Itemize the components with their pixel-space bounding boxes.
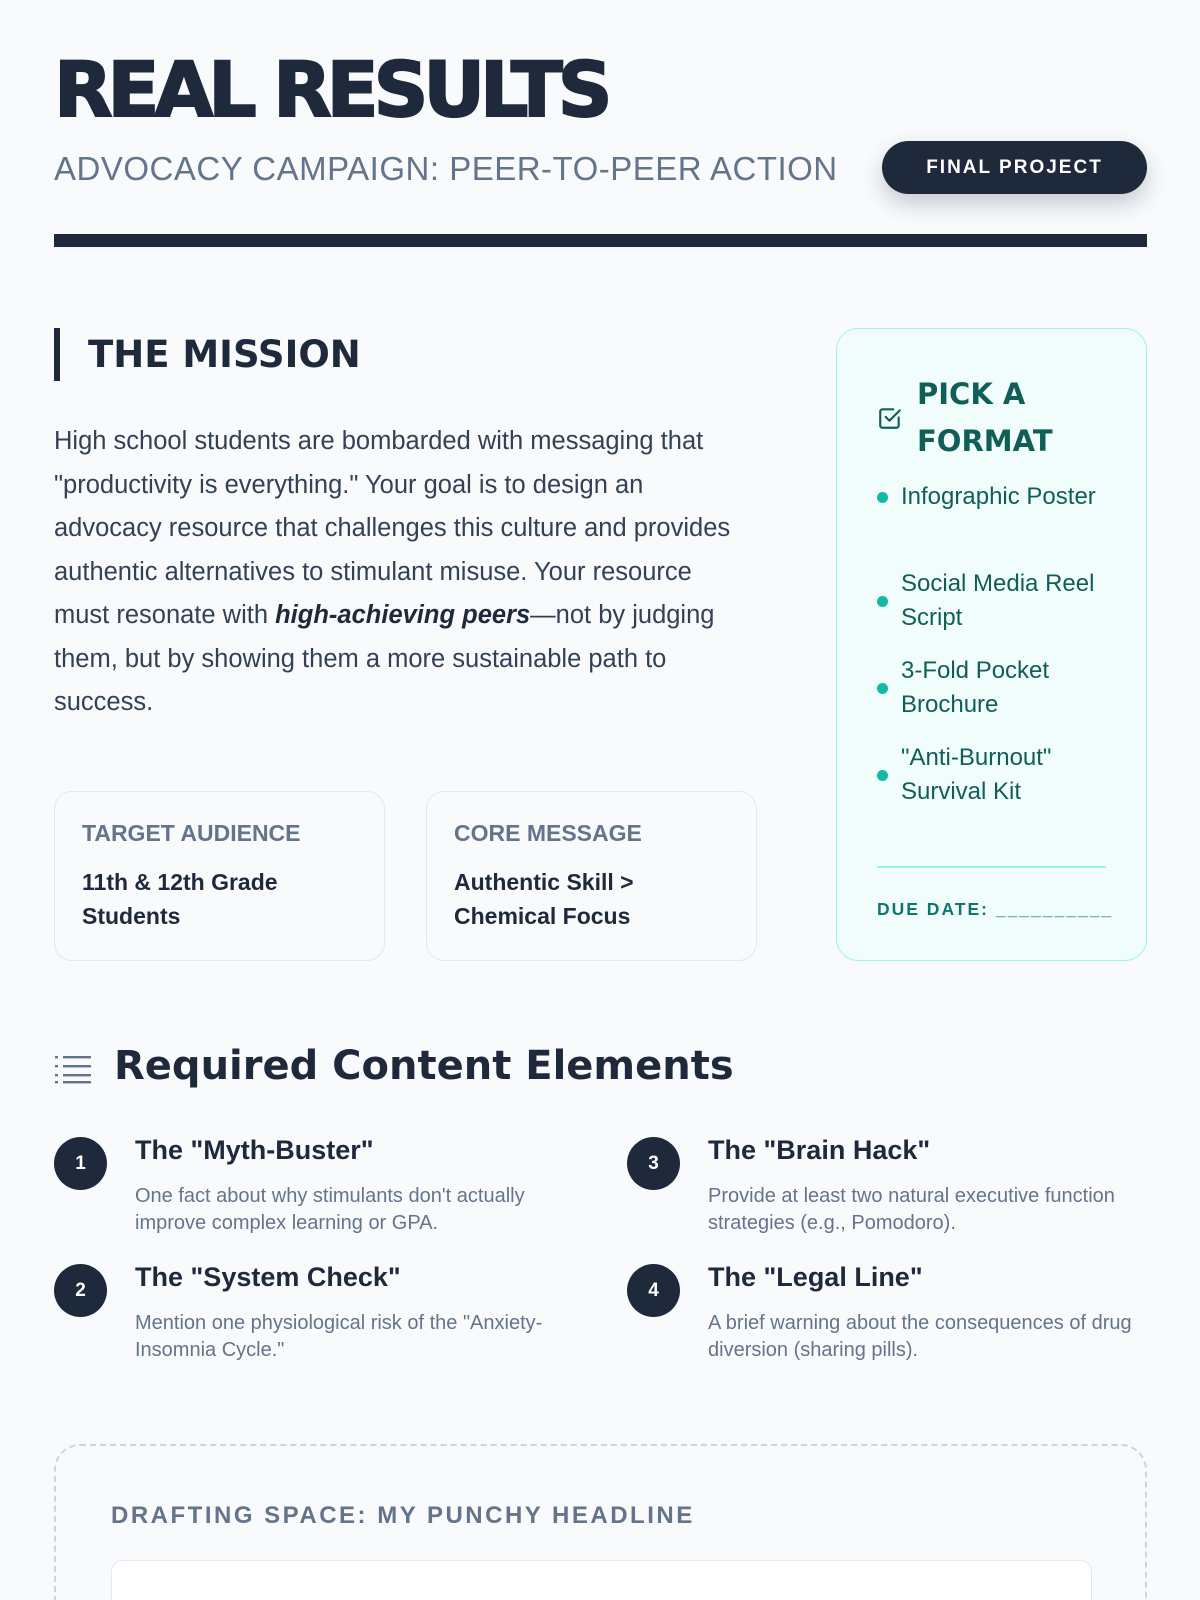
- step-number: 1: [54, 1137, 107, 1190]
- format-option[interactable]: [877, 741, 1117, 809]
- required-heading: Required Content Elements: [114, 1043, 734, 1089]
- step-number: 4: [627, 1264, 680, 1317]
- bullet-dot: [877, 683, 888, 694]
- format-option[interactable]: [877, 567, 1117, 635]
- drafting-space: [54, 1444, 1147, 1600]
- format-option[interactable]: [877, 480, 1117, 514]
- target-audience-card: [54, 791, 385, 961]
- headline-input[interactable]: [111, 1560, 1092, 1600]
- mission-emphasis: high-achieving peers: [275, 601, 531, 629]
- list-icon: [55, 1054, 91, 1084]
- required-item-title: The "Myth-Buster": [135, 1135, 374, 1165]
- bullet-dot: [877, 770, 888, 781]
- page-title: REAL RESULTS: [54, 45, 608, 134]
- step-number: 3: [627, 1137, 680, 1190]
- bullet-dot: [877, 492, 888, 503]
- required-item-desc: Mention one physiological risk of the "Anxiety-Insomnia Cycle.": [135, 1312, 543, 1361]
- mission-text: [54, 420, 754, 725]
- format-option-label: Infographic Poster: [901, 483, 1096, 510]
- target-audience-label: TARGET AUDIENCE: [82, 820, 301, 846]
- target-audience-value: 11th & 12th Grade Students: [82, 869, 278, 929]
- core-message-value: Authentic Skill > Chemical Focus: [454, 869, 634, 929]
- required-item-desc: One fact about why stimulants don't actually improve complex learning or GPA.: [135, 1185, 525, 1234]
- mission-text-part-1: High school students are bombarded with messaging that "productivity is everything." Your goal is to design an advocacy resource that challenges this culture and provides authentic alternatives to stimulant misuse. Your resource must resonate with: [54, 427, 731, 629]
- format-option-label: Social Media Reel Script: [901, 570, 1095, 631]
- mission-heading: THE MISSION: [54, 328, 361, 381]
- format-heading: PICK A FORMAT: [917, 377, 1053, 458]
- format-option-label: 3-Fold Pocket Brochure: [901, 657, 1050, 718]
- format-panel: [836, 328, 1147, 961]
- final-project-badge: FINAL PROJECT: [882, 141, 1147, 194]
- core-message-label: CORE MESSAGE: [454, 820, 642, 846]
- required-item-title: The "Legal Line": [708, 1262, 923, 1292]
- core-message-card: [426, 791, 757, 961]
- due-date: DUE DATE: __________: [877, 899, 1114, 919]
- format-option-label: "Anti-Burnout" Survival Kit: [901, 744, 1052, 805]
- page-subtitle: ADVOCACY CAMPAIGN: PEER-TO-PEER ACTION: [54, 150, 838, 187]
- drafting-label: DRAFTING SPACE: MY PUNCHY HEADLINE: [111, 1502, 695, 1529]
- checkbox-icon: [877, 405, 903, 431]
- header-divider: [54, 234, 1147, 247]
- mission-text-part-2: —not by judging them, but by showing them a more sustainable path to success.: [54, 601, 715, 716]
- required-item-desc: Provide at least two natural executive function strategies (e.g., Pomodoro).: [708, 1185, 1115, 1234]
- step-number: 2: [54, 1264, 107, 1317]
- required-item-desc: A brief warning about the consequences of drug diversion (sharing pills).: [708, 1312, 1132, 1361]
- page: [54, 0, 1147, 1600]
- required-item-title: The "Brain Hack": [708, 1135, 931, 1165]
- format-divider: [877, 866, 1106, 868]
- format-option[interactable]: [877, 654, 1117, 722]
- required-item-title: The "System Check": [135, 1262, 401, 1292]
- bullet-dot: [877, 596, 888, 607]
